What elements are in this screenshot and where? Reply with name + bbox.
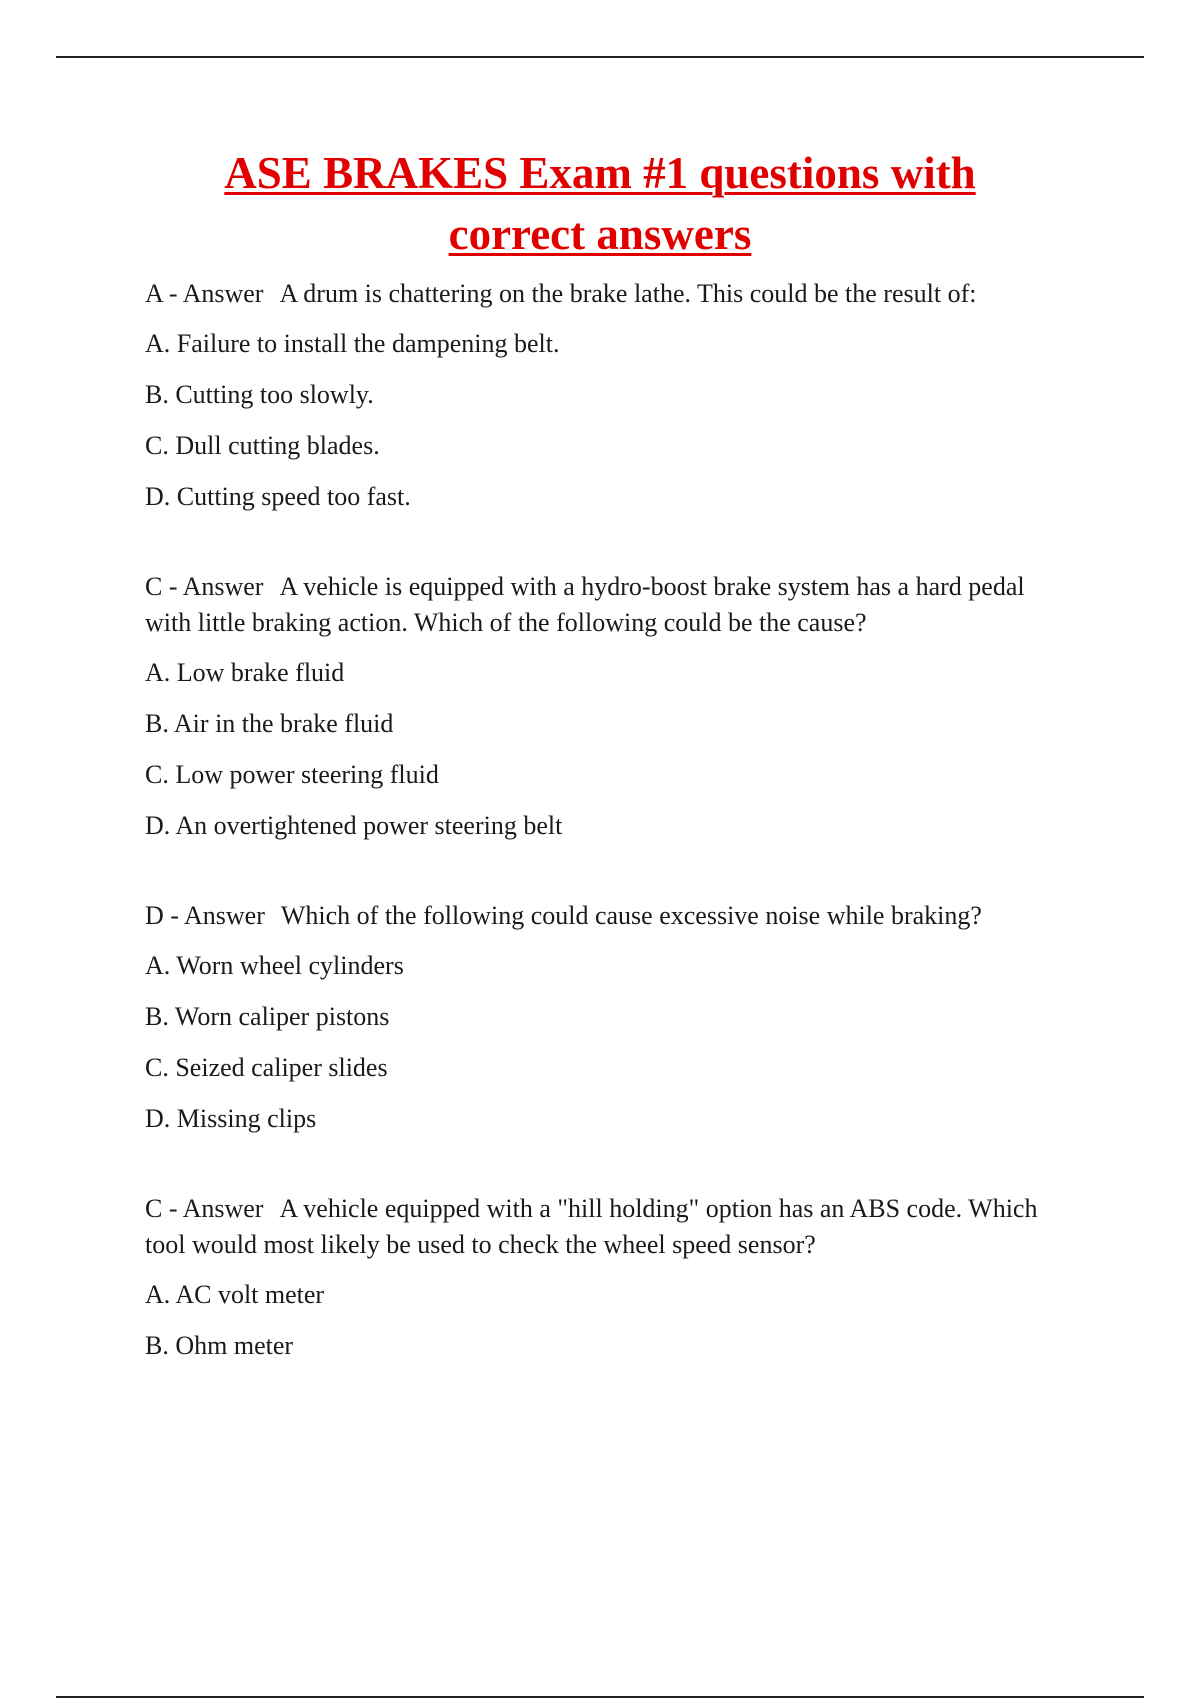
option-c: C. Low power steering fluid — [145, 760, 439, 789]
answer-key: D - Answer — [145, 901, 265, 930]
option-b: B. Worn caliper pistons — [145, 1002, 390, 1031]
option-a: A. Low brake fluid — [145, 658, 345, 687]
question-text — [145, 898, 1075, 934]
question-prompt: A vehicle is equipped with a hydro-boost brake system has a hard pedal with little braking action. Which of the following could be the cause? — [145, 572, 1025, 637]
question-prompt: A vehicle equipped with a "hill holding" option has an ABS code. Which tool would most likely be used to check the wheel speed sensor? — [145, 1194, 1038, 1259]
option-b: B. Cutting too slowly. — [145, 380, 374, 409]
question-block-1 — [145, 276, 1075, 515]
option-a: A. Worn wheel cylinders — [145, 951, 404, 980]
title-line-1: ASE BRAKES Exam #1 questions with — [224, 148, 976, 198]
question-prompt: A drum is chattering on the brake lathe. This could be the result of: — [279, 279, 977, 308]
question-list — [145, 276, 1075, 1418]
answer-key: C - Answer — [145, 572, 264, 601]
option-b: B. Ohm meter — [145, 1331, 294, 1360]
option-a: A. AC volt meter — [145, 1280, 325, 1309]
page-title — [100, 143, 1100, 265]
question-text — [145, 276, 1075, 312]
option-a: A. Failure to install the dampening belt. — [145, 329, 560, 358]
question-block-4 — [145, 1191, 1075, 1364]
question-text — [145, 1191, 1075, 1263]
option-d: D. Cutting speed too fast. — [145, 482, 411, 511]
option-b: B. Air in the brake fluid — [145, 709, 394, 738]
option-d: D. Missing clips — [145, 1104, 317, 1133]
answer-key: A - Answer — [145, 279, 264, 308]
question-block-3 — [145, 898, 1075, 1137]
option-c: C. Seized caliper slides — [145, 1053, 388, 1082]
question-block-2 — [145, 569, 1075, 844]
answer-key: C - Answer — [145, 1194, 264, 1223]
header-rule — [56, 56, 1144, 58]
title-line-2: correct answers — [448, 209, 752, 259]
option-c: C. Dull cutting blades. — [145, 431, 380, 460]
question-text — [145, 569, 1075, 641]
footer-rule — [56, 1696, 1144, 1698]
question-prompt: Which of the following could cause excessive noise while braking? — [280, 901, 982, 930]
option-d: D. An overtightened power steering belt — [145, 811, 563, 840]
